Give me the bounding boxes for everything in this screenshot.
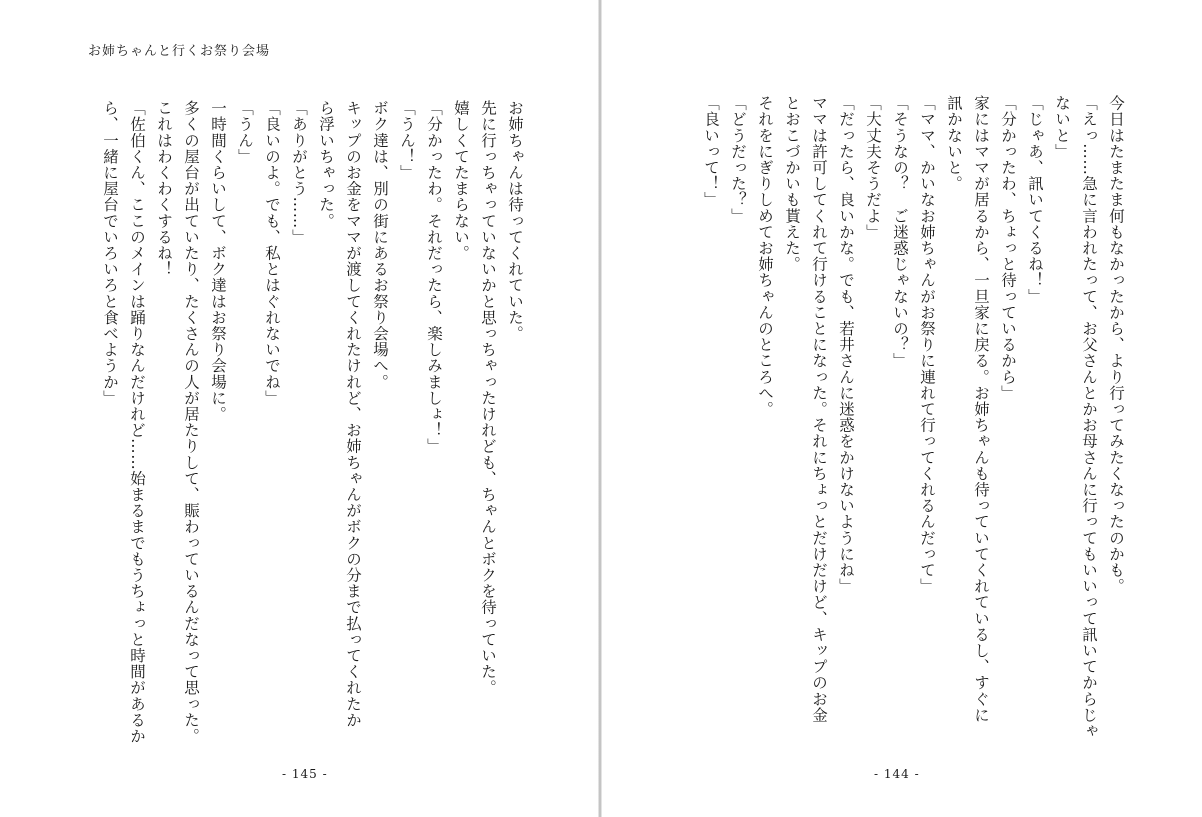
- text-line: とおこづかいも貰えた。: [783, 95, 801, 273]
- text-line: 「ありがとう……」: [290, 100, 308, 245]
- text-line: 「うん！」: [398, 100, 416, 181]
- text-line: 「そうなの？ ご迷惑じゃないの？」: [891, 95, 909, 369]
- page-number: - 144 -: [874, 767, 920, 781]
- text-line: 家にはママが居るから、一旦家に戻る。お姉ちゃんも待っていてくれているし、すぐに: [972, 95, 990, 723]
- text-line: 「良いって！」: [702, 95, 720, 208]
- text-line: ら浮いちゃった。: [317, 100, 335, 229]
- running-head: お姉ちゃんと行くお祭り会場: [88, 44, 271, 59]
- text-line: 「佐伯くん、ここのメインは踊りなんだけれど……始まるまでもうちょっと時間があるか: [128, 100, 146, 744]
- text-line: 「大丈夫そうだよ」: [864, 95, 882, 240]
- text-line: 訊かないと。: [945, 95, 963, 192]
- text-line: 「ママ、かいなお姉ちゃんがお祭りに連れて行ってくれるんだって」: [918, 95, 936, 595]
- left-page: [0, 0, 598, 817]
- text-line: 「良いのよ。でも、私とはぐれないでね」: [263, 100, 281, 406]
- text-line: 先に行っちゃっていないかと思っちゃったけれども、ちゃんとボクを待っていた。: [479, 100, 497, 696]
- right-page: [602, 0, 1202, 817]
- body-text: [684, 95, 1129, 750]
- text-line: 今日はたまたま何もなかったから、より行ってみたくなったのかも。: [1107, 95, 1125, 595]
- text-line: 「分かったわ。それだったら、楽しみましょ！」: [425, 100, 443, 455]
- text-line: ボク達は、別の街にあるお祭り会場へ。: [371, 100, 389, 390]
- text-line: 一時間くらいして、ボク達はお祭り会場に。: [209, 100, 227, 422]
- text-line: 嬉しくてたまらない。: [452, 100, 470, 261]
- body-text: [88, 100, 528, 750]
- text-line: これはわくわくするね！: [155, 100, 173, 278]
- text-line: ないと」: [1053, 95, 1071, 160]
- text-line: 「分かったわ、ちょっと待っているから」: [999, 95, 1017, 401]
- text-line: 多くの屋台が出ていたり、たくさんの人が居たりして、賑わっているんだなって思った。: [182, 100, 200, 744]
- text-line: ら、一緒に屋台でいろいろと食べようか」: [101, 100, 119, 406]
- page-number: - 145 -: [282, 767, 328, 781]
- text-line: ママは許可してくれて行けることになった。それにちょっとだけだけど、キップのお金: [810, 95, 828, 723]
- text-line: それをにぎりしめてお姉ちゃんのところへ。: [756, 95, 774, 417]
- text-line: 「じゃあ、訊いてくるね！」: [1026, 95, 1044, 305]
- text-line: 「えっ……急に言われたって、お父さんとかお母さんに行ってもいいって訊いてからじゃ: [1080, 95, 1098, 739]
- text-line: キップのお金をママが渡してくれたけれど、お姉ちゃんがボクの分まで払ってくれたか: [344, 100, 362, 728]
- text-line: 「どうだった？」: [729, 95, 747, 224]
- text-line: 「だったら、良いかな。でも、若井さんに迷惑をかけないようにね」: [837, 95, 855, 595]
- text-line: 「うん」: [236, 100, 254, 165]
- text-line: お姉ちゃんは待ってくれていた。: [506, 100, 524, 342]
